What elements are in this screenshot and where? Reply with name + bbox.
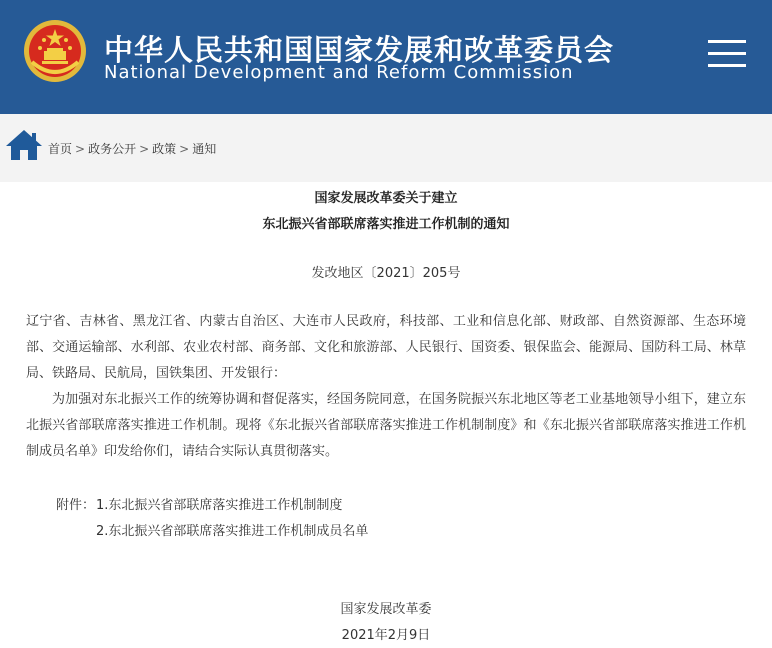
breadcrumb-open-government[interactable]: 政务公开 [88,142,137,156]
attachment-item: 2.东北振兴省部联席落实推进工作机制成员名单 [96,524,369,539]
site-title-chinese: 中华人民共和国国家发展和改革委员会 [104,33,615,67]
document-number: 发改地区〔2021〕205号 [311,266,461,281]
document-title-line2: 东北振兴省部联席落实推进工作机制的通知 [262,217,510,232]
document-signer: 国家发展改革委 [340,602,432,617]
hamburger-menu-icon[interactable] [708,40,746,68]
breadcrumb-separator: > [139,142,150,156]
breadcrumb-bar [0,114,772,182]
breadcrumb-notice[interactable]: 通知 [192,142,217,156]
breadcrumb-separator: > [179,142,190,156]
breadcrumb-home[interactable]: 首页 [48,142,73,156]
site-title-english: National Development and Reform Commission [104,62,574,83]
breadcrumb-separator: > [75,142,86,156]
home-icon[interactable] [4,128,44,162]
national-emblem-icon[interactable] [22,18,88,84]
document-title-line1: 国家发展改革委关于建立 [314,191,458,206]
document-recipients: 辽宁省、吉林省、黑龙江省、内蒙古自治区、大连市人民政府，科技部、工业和信息化部、财政部、自然资源部、生态环境部、交通运输部、水利部、农业农村部、商务部、文化和旅游部、人民银行、国资委、银保监会、能源局、国防科工局、林草局、铁路局、民航局，国铁集团、开发银行： [26,314,746,381]
site-header [0,0,772,114]
breadcrumb-policy[interactable]: 政策 [152,142,177,156]
document-date: 2021年2月9日 [341,628,431,643]
attachment-item: 1.东北振兴省部联席落实推进工作机制制度 [96,498,343,513]
breadcrumb [48,140,216,157]
document-body: 为加强对东北振兴工作的统筹协调和督促落实，经国务院同意，在国务院振兴东北地区等老工业基地领导小组下，建立东北振兴省部联席落实推进工作机制。现将《东北振兴省部联席落实推进工作机制制度》和《东北振兴省部联席落实推进工作机制成员名单》印发给你们，请结合实际认真贯彻落实。 [26,392,746,459]
attachment-label: 附件： [56,498,96,513]
